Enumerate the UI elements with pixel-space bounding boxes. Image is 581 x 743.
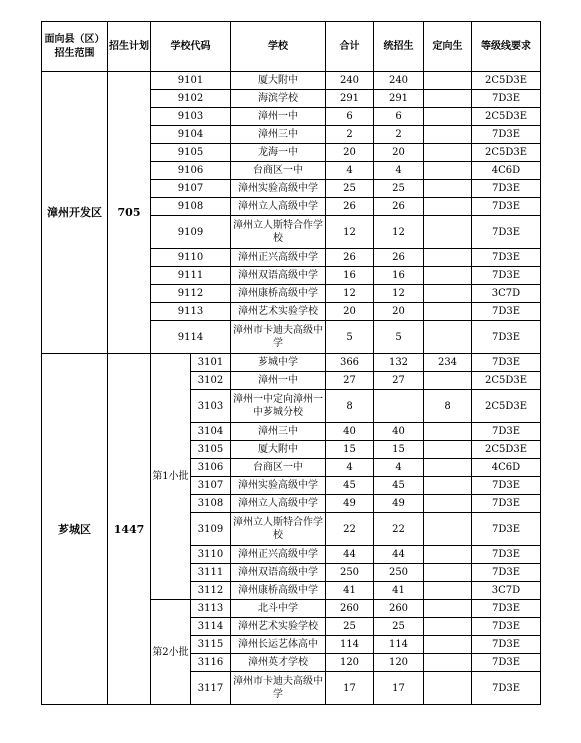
cell-grade: 2C5D3E [472, 441, 541, 459]
cell-directed [424, 321, 472, 354]
cell-directed [424, 672, 472, 705]
cell-total: 4 [326, 162, 374, 180]
cell-unified: 20 [374, 303, 424, 321]
cell-grade: 2C5D3E [472, 390, 541, 423]
cell-total: 114 [326, 636, 374, 654]
cell-unified: 132 [374, 354, 424, 372]
cell-total: 366 [326, 354, 374, 372]
cell-code: 9101 [151, 72, 231, 90]
cell-unified: 41 [374, 582, 424, 600]
cell-grade: 7D3E [472, 600, 541, 618]
cell-total: 4 [326, 459, 374, 477]
cell-school: 漳州长运艺体高中 [231, 636, 326, 654]
cell-unified: 114 [374, 636, 424, 654]
cell-directed [424, 285, 472, 303]
cell-school: 漳州实验高级中学 [231, 180, 326, 198]
cell-code: 3107 [191, 477, 231, 495]
cell-total: 26 [326, 198, 374, 216]
cell-total: 44 [326, 546, 374, 564]
cell-school: 漳州立人高级中学 [231, 495, 326, 513]
cell-unified: 27 [374, 372, 424, 390]
cell-school: 漳州三中 [231, 126, 326, 144]
header-total: 合计 [326, 22, 374, 72]
cell-school: 北斗中学 [231, 600, 326, 618]
cell-code: 3114 [191, 618, 231, 636]
cell-directed [424, 441, 472, 459]
cell-total: 12 [326, 216, 374, 249]
cell-directed [424, 582, 472, 600]
table-row [42, 72, 541, 90]
cell-directed [424, 72, 472, 90]
cell-directed: 234 [424, 354, 472, 372]
cell-unified: 12 [374, 285, 424, 303]
table-row [42, 354, 541, 372]
cell-directed [424, 459, 472, 477]
batch-cell: 第2小批 [151, 600, 191, 705]
cell-total: 260 [326, 600, 374, 618]
cell-unified: 4 [374, 162, 424, 180]
cell-directed [424, 654, 472, 672]
cell-code: 3105 [191, 441, 231, 459]
cell-code: 3116 [191, 654, 231, 672]
cell-directed [424, 180, 472, 198]
cell-directed [424, 126, 472, 144]
cell-code: 9107 [151, 180, 231, 198]
cell-grade: 7D3E [472, 249, 541, 267]
cell-school: 漳州一中 [231, 108, 326, 126]
cell-grade: 7D3E [472, 90, 541, 108]
cell-school: 漳州艺术实验学校 [231, 618, 326, 636]
cell-code: 9113 [151, 303, 231, 321]
cell-grade: 7D3E [472, 180, 541, 198]
plan-cell: 705 [108, 72, 151, 354]
cell-grade: 7D3E [472, 654, 541, 672]
cell-school: 海滨学校 [231, 90, 326, 108]
cell-directed [424, 90, 472, 108]
cell-total: 250 [326, 564, 374, 582]
cell-code: 9114 [151, 321, 231, 354]
cell-grade: 4C6D [472, 459, 541, 477]
cell-total: 25 [326, 618, 374, 636]
cell-grade: 2C5D3E [472, 72, 541, 90]
region-cell: 芗城区 [42, 354, 108, 705]
cell-unified: 250 [374, 564, 424, 582]
cell-total: 16 [326, 267, 374, 285]
cell-directed [424, 495, 472, 513]
cell-school: 漳州一中 [231, 372, 326, 390]
cell-school: 漳州英才学校 [231, 654, 326, 672]
cell-school: 漳州艺术实验学校 [231, 303, 326, 321]
cell-school: 漳州立人高级中学 [231, 198, 326, 216]
cell-grade: 3C7D [472, 285, 541, 303]
cell-total: 27 [326, 372, 374, 390]
cell-total: 120 [326, 654, 374, 672]
cell-directed [424, 267, 472, 285]
cell-unified: 12 [374, 216, 424, 249]
cell-code: 3112 [191, 582, 231, 600]
header-plan: 招生计划 [108, 22, 151, 72]
cell-code: 9110 [151, 249, 231, 267]
cell-school: 漳州一中定向漳州一中芗城分校 [231, 390, 326, 423]
cell-code: 9104 [151, 126, 231, 144]
cell-total: 49 [326, 495, 374, 513]
cell-school: 漳州立人斯特合作学校 [231, 513, 326, 546]
cell-unified: 25 [374, 618, 424, 636]
cell-school: 漳州正兴高级中学 [231, 249, 326, 267]
cell-unified: 26 [374, 249, 424, 267]
cell-school: 漳州双语高级中学 [231, 267, 326, 285]
cell-code: 3102 [191, 372, 231, 390]
cell-unified: 49 [374, 495, 424, 513]
header-unified: 统招生 [374, 22, 424, 72]
cell-directed: 8 [424, 390, 472, 423]
cell-total: 12 [326, 285, 374, 303]
cell-grade: 7D3E [472, 354, 541, 372]
cell-grade: 2C5D3E [472, 108, 541, 126]
cell-code: 3111 [191, 564, 231, 582]
cell-school: 台商区一中 [231, 162, 326, 180]
cell-school: 漳州康桥高级中学 [231, 582, 326, 600]
cell-total: 20 [326, 303, 374, 321]
cell-directed [424, 636, 472, 654]
cell-total: 291 [326, 90, 374, 108]
cell-code: 3115 [191, 636, 231, 654]
cell-directed [424, 600, 472, 618]
cell-code: 9108 [151, 198, 231, 216]
cell-unified: 45 [374, 477, 424, 495]
cell-total: 240 [326, 72, 374, 90]
cell-total: 17 [326, 672, 374, 705]
cell-unified: 40 [374, 423, 424, 441]
cell-school: 厦大附中 [231, 441, 326, 459]
cell-unified: 4 [374, 459, 424, 477]
cell-grade: 7D3E [472, 423, 541, 441]
cell-grade: 7D3E [472, 564, 541, 582]
cell-total: 8 [326, 390, 374, 423]
cell-code: 3110 [191, 546, 231, 564]
cell-code: 3106 [191, 459, 231, 477]
cell-total: 6 [326, 108, 374, 126]
cell-directed [424, 198, 472, 216]
cell-grade: 7D3E [472, 126, 541, 144]
header-code: 学校代码 [151, 22, 231, 72]
cell-grade: 7D3E [472, 513, 541, 546]
cell-grade: 7D3E [472, 477, 541, 495]
batch-cell: 第1小批 [151, 354, 191, 600]
cell-code: 3101 [191, 354, 231, 372]
cell-grade: 7D3E [472, 321, 541, 354]
cell-school: 漳州市卡迪夫高级中学 [231, 321, 326, 354]
header-row [42, 22, 541, 72]
cell-directed [424, 618, 472, 636]
cell-unified: 26 [374, 198, 424, 216]
cell-unified: 260 [374, 600, 424, 618]
header-grade: 等级线要求 [472, 22, 541, 72]
plan-cell: 1447 [108, 354, 151, 705]
header-directed: 定向生 [424, 22, 472, 72]
cell-unified: 44 [374, 546, 424, 564]
header-region: 面向县（区）招生范围 [42, 22, 108, 72]
cell-grade: 7D3E [472, 267, 541, 285]
cell-code: 3103 [191, 390, 231, 423]
enrollment-table [41, 21, 541, 705]
cell-grade: 7D3E [472, 636, 541, 654]
cell-school: 龙海一中 [231, 144, 326, 162]
cell-grade: 4C6D [472, 162, 541, 180]
region-cell: 漳州开发区 [42, 72, 108, 354]
enrollment-table-wrapper [41, 21, 541, 705]
cell-school: 漳州三中 [231, 423, 326, 441]
cell-total: 2 [326, 126, 374, 144]
cell-unified: 16 [374, 267, 424, 285]
cell-directed [424, 108, 472, 126]
cell-directed [424, 564, 472, 582]
cell-unified: 6 [374, 108, 424, 126]
cell-unified: 15 [374, 441, 424, 459]
cell-grade: 7D3E [472, 618, 541, 636]
cell-school: 漳州正兴高级中学 [231, 546, 326, 564]
cell-code: 3109 [191, 513, 231, 546]
cell-code: 9105 [151, 144, 231, 162]
cell-code: 3117 [191, 672, 231, 705]
cell-directed [424, 546, 472, 564]
cell-total: 40 [326, 423, 374, 441]
cell-unified: 2 [374, 126, 424, 144]
cell-code: 3104 [191, 423, 231, 441]
header-school: 学校 [231, 22, 326, 72]
cell-grade: 7D3E [472, 546, 541, 564]
cell-unified: 120 [374, 654, 424, 672]
cell-directed [424, 162, 472, 180]
cell-directed [424, 513, 472, 546]
cell-total: 26 [326, 249, 374, 267]
cell-unified: 17 [374, 672, 424, 705]
cell-directed [424, 144, 472, 162]
cell-code: 9103 [151, 108, 231, 126]
cell-unified: 25 [374, 180, 424, 198]
cell-directed [424, 423, 472, 441]
cell-code: 9106 [151, 162, 231, 180]
cell-directed [424, 303, 472, 321]
cell-unified: 291 [374, 90, 424, 108]
cell-unified [374, 390, 424, 423]
cell-school: 漳州市卡迪夫高级中学 [231, 672, 326, 705]
cell-school: 台商区一中 [231, 459, 326, 477]
cell-directed [424, 477, 472, 495]
cell-school: 芗城中学 [231, 354, 326, 372]
cell-total: 15 [326, 441, 374, 459]
cell-unified: 240 [374, 72, 424, 90]
cell-grade: 3C7D [472, 582, 541, 600]
cell-unified: 5 [374, 321, 424, 354]
cell-grade: 7D3E [472, 216, 541, 249]
cell-school: 漳州立人斯特合作学校 [231, 216, 326, 249]
cell-directed [424, 249, 472, 267]
cell-grade: 7D3E [472, 495, 541, 513]
cell-code: 9111 [151, 267, 231, 285]
cell-code: 9102 [151, 90, 231, 108]
cell-code: 3108 [191, 495, 231, 513]
cell-code: 3113 [191, 600, 231, 618]
cell-unified: 22 [374, 513, 424, 546]
cell-grade: 7D3E [472, 198, 541, 216]
cell-total: 25 [326, 180, 374, 198]
cell-unified: 20 [374, 144, 424, 162]
cell-directed [424, 372, 472, 390]
cell-total: 41 [326, 582, 374, 600]
cell-total: 45 [326, 477, 374, 495]
cell-school: 厦大附中 [231, 72, 326, 90]
cell-code: 9112 [151, 285, 231, 303]
cell-grade: 2C5D3E [472, 144, 541, 162]
cell-grade: 2C5D3E [472, 372, 541, 390]
cell-total: 5 [326, 321, 374, 354]
cell-directed [424, 216, 472, 249]
cell-grade: 7D3E [472, 303, 541, 321]
cell-total: 20 [326, 144, 374, 162]
cell-school: 漳州实验高级中学 [231, 477, 326, 495]
cell-school: 漳州双语高级中学 [231, 564, 326, 582]
cell-grade: 7D3E [472, 672, 541, 705]
cell-code: 9109 [151, 216, 231, 249]
cell-total: 22 [326, 513, 374, 546]
cell-school: 漳州康桥高级中学 [231, 285, 326, 303]
